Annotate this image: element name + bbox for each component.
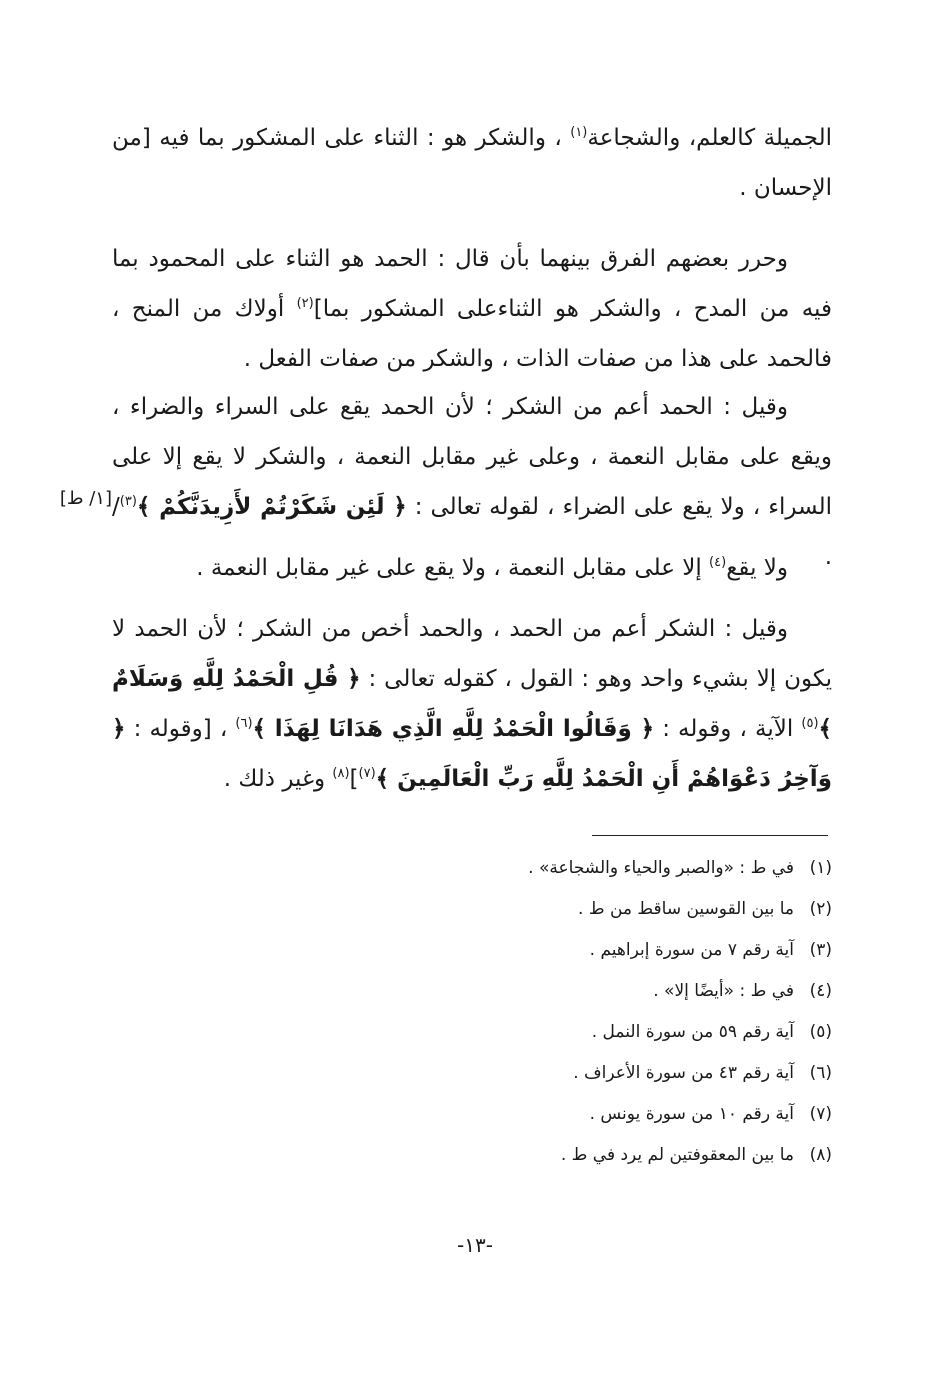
p4-text-a: ولا يقع <box>726 555 788 581</box>
footnote-ref-4: (٤) <box>709 555 727 570</box>
p5-text-c: ، [وقوله : <box>125 716 236 742</box>
footnote-text: آية رقم ٧ من سورة إبراهيم . <box>589 940 794 960</box>
p3-text-b: / . <box>112 494 832 570</box>
paragraph-2 <box>112 234 832 384</box>
footnote-text: آية رقم ٤٣ من سورة الأعراف . <box>573 1063 794 1083</box>
footnote-item <box>300 889 832 930</box>
footnote-number: (٨) <box>809 1145 832 1165</box>
footnote-number: (٧) <box>809 1104 832 1124</box>
paragraph-5 <box>112 604 832 804</box>
footnote-ref-1: (١) <box>570 125 588 140</box>
quran-quote-3: ﴿ وَقَالُوا الْحَمْدُ لِلَّهِ الَّذِي هَدَانَا لِهَذَا ﴾ <box>252 716 655 742</box>
margin-page-marker: [١/ ط] <box>59 488 112 509</box>
footnotes-list <box>300 848 832 1176</box>
footnote-item <box>300 971 832 1012</box>
footnote-text: في ط : «أيضًا إلا» . <box>653 981 794 1001</box>
p2-text-b: أولاك من المنح ، فالحمد على هذا من صفات الذات ، والشكر من صفات الفعل . <box>112 296 832 372</box>
page-number: -١٣- <box>457 1233 493 1257</box>
p5-text-a: وقيل : الشكر أعم من الحمد ، والحمد أخص من الشكر ؛ لأن الحمد لا يكون إلا بشيء واحد وهو : القول ، كقوله تعالى : <box>112 616 832 692</box>
footnote-number: (٥) <box>809 1022 832 1042</box>
footnote-text: ما بين المعقوفتين لم يرد في ط . <box>560 1145 794 1165</box>
footnote-text: في ط : «والصبر والحياء والشجاعة» . <box>528 858 794 878</box>
footnote-text: ما بين القوسين ساقط من ط . <box>578 899 794 919</box>
footnote-number: (٢) <box>809 899 832 919</box>
footnote-item <box>300 1135 832 1176</box>
p1-text-a: الجميلة كالعلم، والشجاعة <box>587 125 833 151</box>
p5-text-b: الآية ، وقوله : <box>654 716 802 742</box>
footnote-ref-7: (٧) <box>358 766 376 781</box>
p1-text-b: ، والشكر هو : الثناء على المشكور بما فيه [من الإحسان . <box>112 125 832 201</box>
footnote-number: (١) <box>809 858 832 878</box>
footnote-item <box>300 1012 832 1053</box>
footnote-ref-2: (٢) <box>296 296 314 311</box>
footnote-item <box>300 1053 832 1094</box>
footnote-ref-5: (٥) <box>801 716 819 731</box>
p5-text-d: ] <box>349 766 359 792</box>
footnote-text: آية رقم ٥٩ من سورة النمل . <box>591 1022 794 1042</box>
footnote-item <box>300 848 832 889</box>
quran-quote-1: ﴿ لَئِن شَكَرْتُمْ لأَزِيدَنَّكُمْ ﴾ <box>136 494 407 520</box>
footnote-ref-8: (٨) <box>332 766 350 781</box>
footnote-number: (٦) <box>809 1063 832 1083</box>
footnote-ref-3: (٣) <box>119 494 137 509</box>
p4-text-b: إلا على مقابل النعمة ، ولا يقع على غير مقابل النعمة . <box>196 555 710 581</box>
paragraph-1 <box>112 113 832 213</box>
footnote-divider <box>592 835 828 836</box>
footnote-text: آية رقم ١٠ من سورة يونس . <box>589 1104 794 1124</box>
p2-text-a: وحرر بعضهم الفرق بينهما بأن قال : الحمد هو الثناء على المحمود بما فيه من المدح ، والشكر هو الثناءعلى المشكور بما] <box>112 246 832 322</box>
quran-quote-4: ﴿ وَآخِرُ دَعْوَاهُمْ أَنِ الْحَمْدُ لِلَّهِ رَبِّ الْعَالَمِينَ ﴾ <box>112 716 832 792</box>
footnote-item <box>300 930 832 971</box>
footnote-ref-6: (٦) <box>235 716 253 731</box>
p3-text-a: وقيل : الحمد أعم من الشكر ؛ لأن الحمد يقع على السراء والضراء ، ويقع على مقابل النعمة ، وعلى غير مقابل النعمة ، والشكر لا يقع إلا على السراء ، ولا يقع على الضراء ، لقوله تعالى : <box>112 394 833 520</box>
footnote-number: (٤) <box>809 981 832 1001</box>
footnote-item <box>300 1094 832 1135</box>
quran-quote-2: ﴿ قُلِ الْحَمْدُ لِلَّهِ وَسَلَامٌ ﴾ <box>112 666 832 742</box>
paragraph-4 <box>112 543 832 593</box>
p5-text-e: وغير ذلك . <box>223 766 333 792</box>
footnote-number: (٣) <box>809 940 832 960</box>
